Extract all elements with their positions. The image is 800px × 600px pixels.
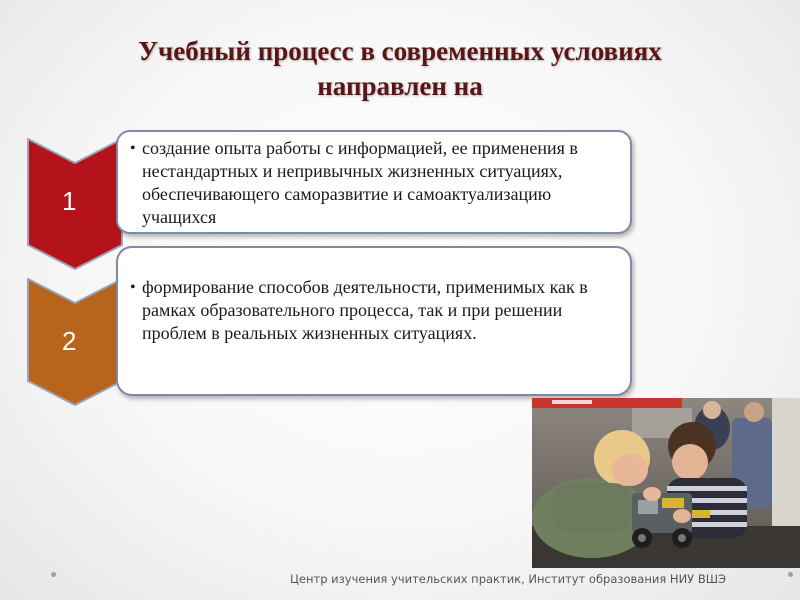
text-box-2	[116, 246, 632, 396]
slide-title	[60, 34, 740, 104]
decorative-dot-left	[51, 572, 56, 577]
text-box-1	[116, 130, 632, 234]
bullet-item-1: • создание опыта работы с информацией, ее применения в нестандартных и непривычных жизненных ситуациях, обеспечивающего саморазвитие и самоактуализацию учащихся	[130, 137, 620, 229]
slide-title-line-2: направлен на	[317, 71, 483, 101]
item-number-2: 2	[62, 326, 77, 356]
item-number-1: 1	[62, 186, 77, 216]
footer-caption: Центр изучения учительских практик, Институт образования НИУ ВШЭ	[290, 572, 727, 586]
bullet-item-2: • формирование способов деятельности, применимых как в рамках образовательного процесса, так и при решении проблем в реальных жизненных ситуациях.	[130, 276, 620, 345]
decorative-dot-right	[788, 572, 793, 577]
slide-title-line-1: Учебный процесс в современных условиях	[138, 36, 662, 66]
photo-children-robotics	[532, 398, 800, 568]
